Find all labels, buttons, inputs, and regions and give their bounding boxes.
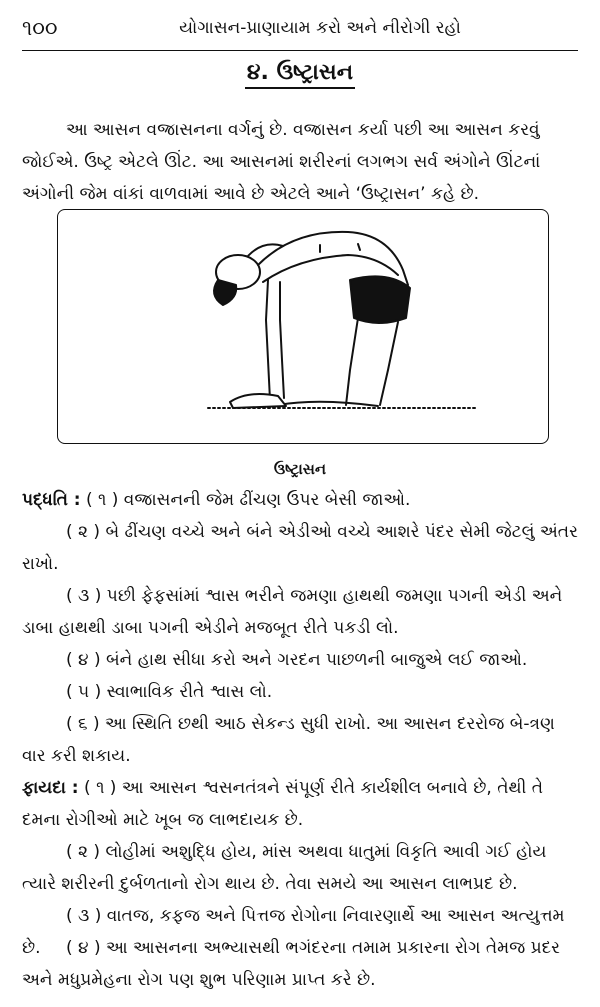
method-step-1-text: ( ૧ ) વજ્રાસનની જેમ ઢીંચણ ઉપર બેસી જાઓ. [85, 490, 411, 510]
page-number: ૧૦૦ [22, 16, 58, 40]
chapter-title [0, 60, 600, 89]
ustrasana-figure [58, 210, 547, 442]
figure-hair [214, 280, 236, 305]
illustration-frame [57, 209, 549, 444]
benefits-label: ફાયદા : [22, 778, 79, 798]
benefit-4: ( ૪ ) આ આસનના અભ્યાસથી ભગંદરના તમામ પ્રકારના રોગ તેમજ પ્રદર અને મધુપ્રમેહના રોગ પણ શુભ પરિણામ પ્રાપ્ત કરે છે. [22, 938, 560, 990]
method-label: પદ્ધતિ : [22, 490, 81, 510]
figure-caption: ઉષ્ટ્રાસન [273, 460, 327, 478]
benefit-1 [22, 772, 578, 836]
chapter-title-text: ૪. ઉષ્ટ્રાસન [245, 60, 355, 89]
method-step-1 [22, 484, 578, 516]
method-step-5: ( ૫ ) સ્વાભાવિક રીતે શ્વાસ લો. [66, 682, 273, 702]
intro-paragraph: આ આસન વજ્રાસનના વર્ગનું છે. વજ્રાસન કર્યા પછી આ આસન કરવું જોઈએ. ઉષ્ટ્ર એટલે ઊંટ. આ આસનમાં શરીરનાં લગભગ સર્વ અંગોને ઊંટનાં અંગોની જેમ વાંકાં વાળવામાં આવે છે એટલે આને ‘ઉષ્ટ્રાસન’ કહે છે. [22, 120, 541, 204]
header-rule [22, 50, 578, 51]
method-step-4: ( ૪ ) બંને હાથ સીધા કરો અને ગરદન પાછળની બાજુએ લઈ જાઓ. [66, 650, 528, 670]
method-step-3: ( ૩ ) પછી ફેફસાંમાં શ્વાસ ભરીને જમણા હાથથી જમણા પગની એડી અને ડાબા હાથથી ડાબા પગની એડીને મજબૂત રીતે પકડી લો. [22, 586, 563, 638]
figure-shin [278, 402, 378, 406]
figure-shorts [350, 276, 410, 323]
running-head: યોગાસન-પ્રાણાયામ કરો અને નીરોગી રહો [179, 18, 461, 38]
benefit-1-text: ( ૧ ) આ આસન શ્વસનતંત્રને સંપૂર્ણ રીતે કાર્યશીલ બનાવે છે, તેથી તે દમના રોગીઓ માટે ખૂબ જ લાભદાયક છે. [22, 778, 544, 830]
method-step-6: ( ૬ ) આ સ્થિતિ છથી આઠ સેકન્ડ સુધી રાખો. આ આસન દરરોજ બે-ત્રણ વાર કરી શકાય. [22, 714, 555, 766]
benefit-3: ( ૩ ) વાતજ, કફજ અને પિત્તજ રોગોના નિવારણાર્થે આ આસન અત્યુત્તમ છે. [22, 906, 565, 958]
method-step-2: ( ૨ ) બે ઢીંચણ વચ્ચે અને બંને એડીઓ વચ્ચે આશરે પંદર સેમી જેટલું અંતર રાખો. [22, 522, 578, 574]
benefit-2: ( ૨ ) લોહીમાં અશુદ્ધિ હોય, માંસ અથવા ધાતુમાં વિકૃતિ આવી ગઈ હોય ત્યારે શરીરની દુર્બળતાનો રોગ થાય છે. તેવા સમયે આ આસન લાભપ્રદ છે. [22, 842, 547, 894]
figure-arm [266, 280, 270, 400]
figure-thigh [346, 318, 358, 405]
